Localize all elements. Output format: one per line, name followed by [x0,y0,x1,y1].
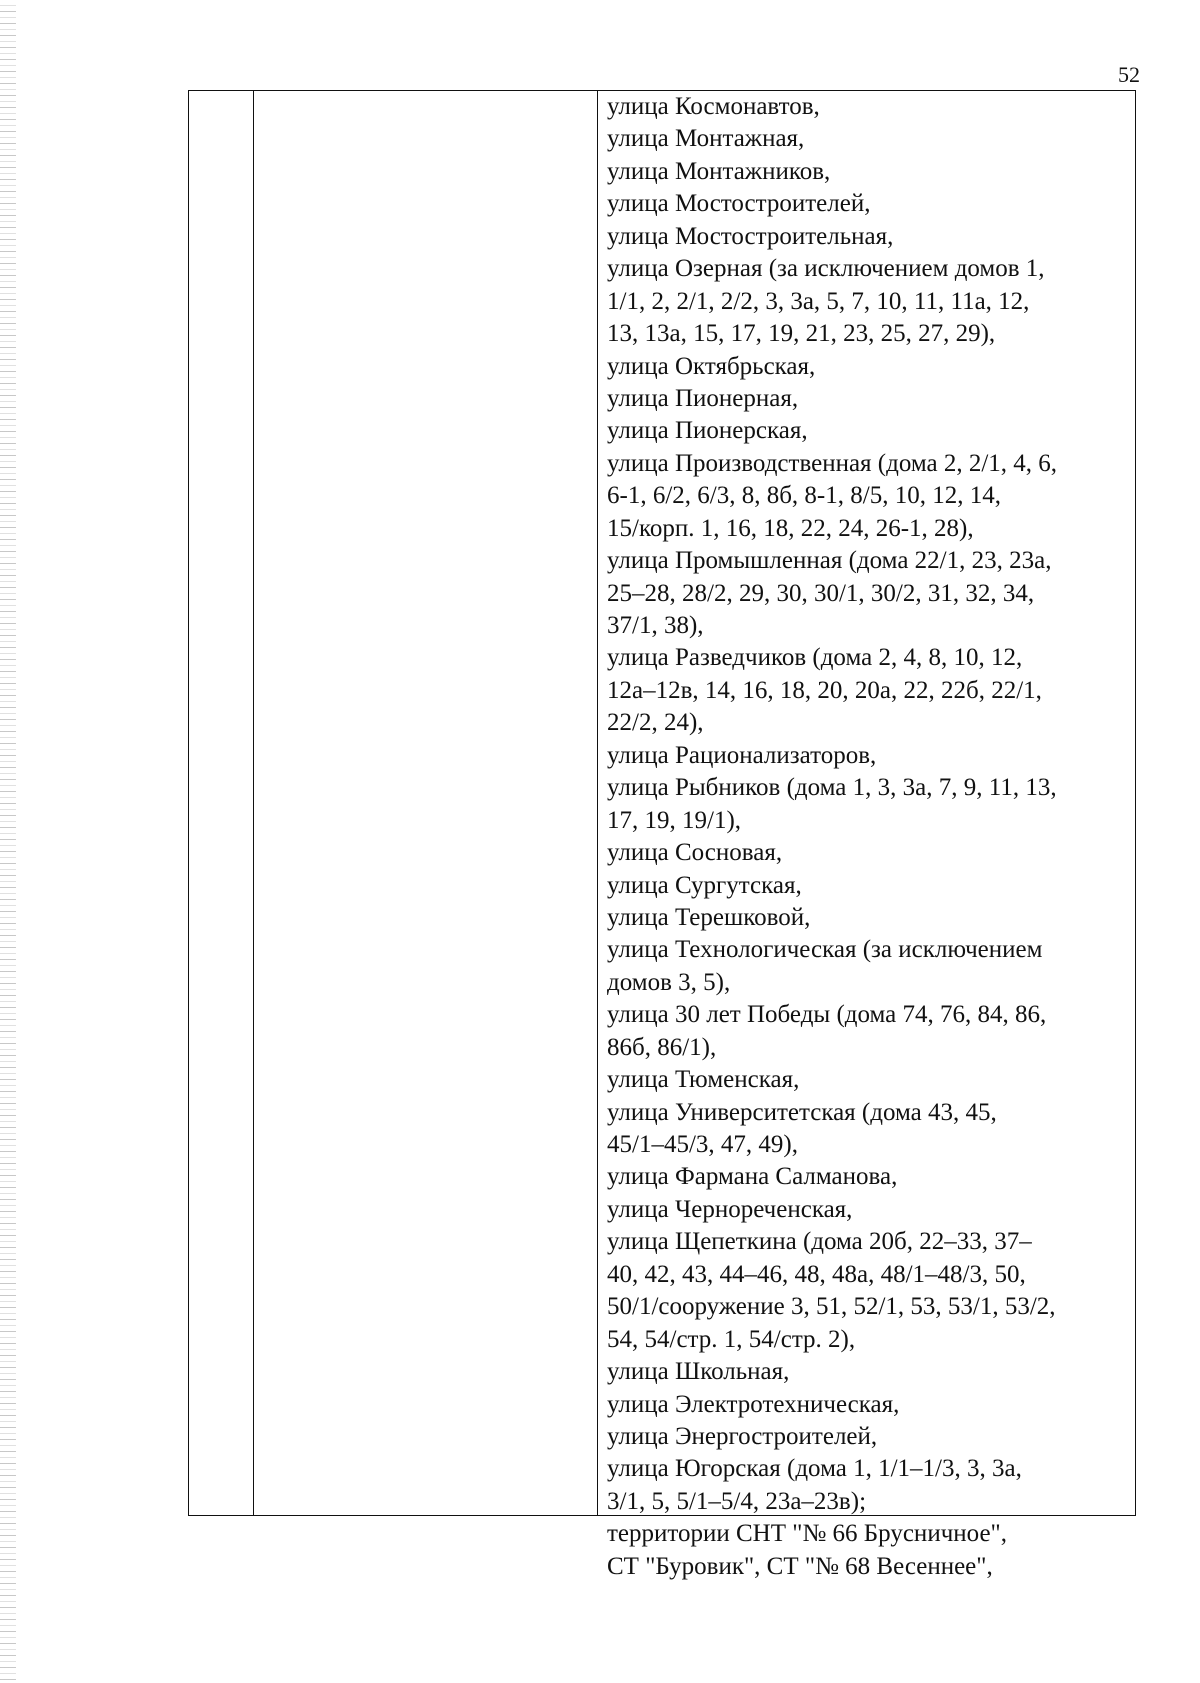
address-line: СТ "Буровик", СТ "№ 68 Весеннее", [607,1552,993,1580]
address-line: улица Космонавтов, [607,93,820,120]
address-line: 17, 19, 19/1), [607,806,742,834]
address-list-cell [607,91,1133,1583]
address-line: улица Мостостроителей, [607,190,871,218]
column-divider-2 [597,91,598,1515]
address-line: 3/1, 5, 5/1–5/4, 23а–23в); [607,1487,867,1515]
address-line: улица Чернореченская, [607,1195,853,1223]
address-line: улица Разведчиков (дома 2, 4, 8, 10, 12, [607,644,1023,672]
address-table [188,90,1136,1580]
address-line: улица Рационализаторов, [607,741,877,769]
address-line: 13, 13а, 15, 17, 19, 21, 23, 25, 27, 29), [607,320,996,348]
address-line: улица Монтажная, [607,125,805,153]
address-line: улица Электротехническая, [607,1390,900,1418]
column-divider-1 [253,91,254,1515]
address-line: улица Тюменская, [607,1066,800,1094]
address-line: улица Рыбников (дома 1, 3, 3а, 7, 9, 11, 13, [607,774,1057,802]
address-line: улица Производственная (дома 2, 2/1, 4, 6, [607,449,1058,477]
address-line: улица Школьная, [607,1358,790,1386]
address-line: улица Технологическая (за исключением [607,936,1043,964]
address-line: территории СНТ "№ 66 Брусничное", [607,1520,1007,1548]
scan-edge-artifact [0,0,16,1683]
address-line: 22/2, 24), [607,709,704,737]
address-line: 86б, 86/1), [607,1033,717,1061]
address-line: улица Мостостроительная, [607,222,894,250]
address-line: улица Югорская (дома 1, 1/1–1/3, 3, 3а, [607,1455,1022,1483]
address-line: 37/1, 38), [607,612,704,639]
address-line: улица Сургутская, [607,871,802,899]
address-line: 50/1/сооружение 3, 51, 52/1, 53, 53/1, 53/2, [607,1293,1056,1321]
address-line: улица Университетская (дома 43, 45, [607,1098,997,1126]
address-line: 40, 42, 43, 44–46, 48, 48а, 48/1–48/3, 50, [607,1260,1026,1288]
address-line: 25–28, 28/2, 29, 30, 30/1, 30/2, 31, 32, 34, [607,579,1035,607]
address-line: улица Щепеткина (дома 20б, 22–33, 37– [607,1228,1032,1256]
address-line: улица Пионерская, [607,417,808,445]
address-line: 45/1–45/3, 47, 49), [607,1131,798,1158]
address-line: улица Энергостроителей, [607,1422,878,1450]
address-line: улица Пионерная, [607,384,799,412]
address-line: улица Фармана Салманова, [607,1163,898,1191]
address-line: 15/корп. 1, 16, 18, 22, 24, 26-1, 28), [607,514,974,542]
address-line: 1/1, 2, 2/1, 2/2, 3, 3а, 5, 7, 10, 11, 11а, 12, [607,287,1030,315]
address-line: 12а–12в, 14, 16, 18, 20, 20а, 22, 22б, 22/1, [607,676,1042,704]
address-line: улица Терешковой, [607,903,811,931]
address-line: 54, 54/стр. 1, 54/стр. 2), [607,1325,856,1353]
address-line: домов 3, 5), [607,968,731,996]
address-line: улица Промышленная (дома 22/1, 23, 23а, [607,547,1052,575]
page-number: 52 [1118,62,1140,87]
address-line: улица Октябрьская, [607,352,816,380]
address-line: улица Монтажников, [607,157,831,185]
address-line: улица Озерная (за исключением домов 1, [607,255,1045,283]
address-line: 6-1, 6/2, 6/3, 8, 8б, 8-1, 8/5, 10, 12, 14, [607,482,1001,510]
address-line: улица Сосновая, [607,839,783,867]
address-line: улица 30 лет Победы (дома 74, 76, 84, 86, [607,1001,1047,1029]
